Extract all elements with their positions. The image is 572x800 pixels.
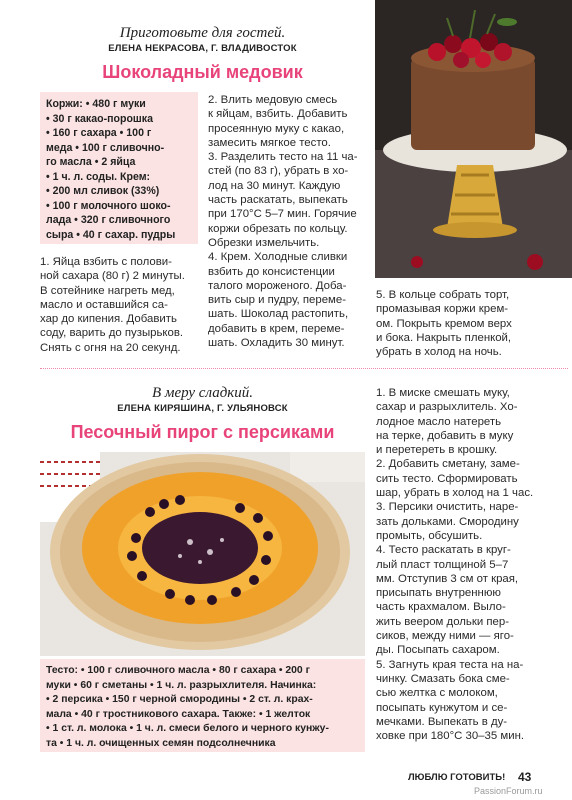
text-line: мм. Отступив 3 см от края, xyxy=(376,572,519,585)
text-line: 4. Крем. Холодные сливки xyxy=(208,251,348,264)
text-line: сахар и разрыхлитель. Хо- xyxy=(376,401,518,414)
text-line: к яйцам, взбить. Добавить xyxy=(208,108,348,121)
text-line: хар до кипения. Добавить xyxy=(40,313,177,326)
text-line: 5. В кольце собрать торт, xyxy=(376,289,510,301)
text-line: 1. В миске смешать муку, xyxy=(376,387,510,399)
recipe2-ingredients xyxy=(40,659,365,752)
section-divider xyxy=(40,368,568,369)
text-line: сиков, между ними — яго- xyxy=(376,630,514,643)
text-line: коржи обрезать по кольцу. xyxy=(208,222,348,235)
magazine-name: ЛЮБЛЮ ГОТОВИТЬ! xyxy=(408,772,506,783)
text-line: 3. Разделить тесто на 11 ча- xyxy=(208,151,358,164)
text-line: 1. Яйца взбить с полови- xyxy=(40,256,172,268)
text-line: часть крахмалом. Выло- xyxy=(376,601,506,614)
text-line: талого мороженого. Доба- xyxy=(208,279,347,292)
text-line: лодное масло натереть xyxy=(376,415,502,428)
text-line: убрать в холод на ночь. xyxy=(376,346,502,359)
text-line: и перетереть в крошку. xyxy=(376,444,498,457)
recipe2-tagline: В меру сладкий. xyxy=(151,385,254,401)
text-line: лод на 30 минут. Каждую xyxy=(208,179,341,192)
text-line: мечками. Выпекать в ду- xyxy=(376,715,508,728)
text-line: 5. Загнуть края теста на на- xyxy=(376,658,524,671)
text-line: В сотейнике нагреть мед, xyxy=(40,284,175,297)
recipe1-step5 xyxy=(376,288,566,359)
text-line: шар, убрать в холод на 1 час. xyxy=(376,487,534,500)
text-line: 4. Тесто раскатать в круг- xyxy=(376,544,511,557)
recipe1-title: Шоколадный медовик xyxy=(102,62,303,82)
text-line: на терке, добавить в муку xyxy=(376,429,514,442)
text-line: Снять с огня на 20 секунд. xyxy=(40,341,181,354)
text-line: часть раскатать, выпекать xyxy=(208,194,348,207)
peach-pie-photo xyxy=(40,452,365,656)
text-line: присыпать внутреннюю xyxy=(376,587,501,600)
recipe1-tagline: Приготовьте для гостей. xyxy=(119,25,286,41)
recipe1-ingredients xyxy=(40,92,198,244)
ingredient-line: та • 1 ч. л. очищенных семян подсолнечника xyxy=(46,737,276,749)
text-line: просеянную муку с какао, xyxy=(208,122,345,135)
chocolate-cake-photo xyxy=(375,0,572,278)
ingredient-line: го масла • 2 яйца xyxy=(46,156,136,168)
ingredient-line: • 1 ч. л. соды. Крем: xyxy=(46,170,151,183)
pie-illustration xyxy=(40,452,365,656)
text-line: 3. Персики очистить, наре- xyxy=(376,501,519,514)
text-line: промыть, обсушить. xyxy=(376,529,483,542)
ingredient-line: • 1 ст. л. молока • 1 ч. л. смеси белого и черного кунжу- xyxy=(46,723,329,734)
recipe1-steps-2-4 xyxy=(208,93,368,350)
text-line: добавить в крем, переме- xyxy=(208,322,345,335)
ingredient-line: лада • 320 г сливочного xyxy=(46,214,171,226)
ingredient-line: • 100 г молочного шоко- xyxy=(46,199,171,212)
ingredient-line: • 30 г какао-порошка xyxy=(46,112,153,125)
text-line: жить веером дольки пер- xyxy=(376,615,510,628)
recipe2-author: ЕЛЕНА КИРЯШИНА, Г. УЛЬЯНОВСК xyxy=(117,403,288,414)
text-line: лый пласт толщиной 5–7 xyxy=(376,558,509,571)
text-line: взбить до консистенции xyxy=(208,265,335,278)
text-line: масло и оставшийся са- xyxy=(40,298,168,311)
recipe2-steps xyxy=(376,386,568,743)
text-line: и бока. Накрыть пленкой, xyxy=(376,331,512,344)
text-line: соду, варить до пузырьков. xyxy=(40,327,184,340)
text-line: 2. Добавить сметану, заме- xyxy=(376,458,520,471)
text-line: ды. Посыпать сахаром. xyxy=(376,644,500,657)
ingredient-line: • 160 г сахара • 100 г xyxy=(46,127,152,139)
text-line: стей (по 83 г), убрать в хо- xyxy=(208,165,349,178)
page-number: 43 xyxy=(518,770,532,784)
text-line: ховке при 180°С 30–35 мин. xyxy=(376,730,525,743)
text-line: вить сыр и пудру, переме- xyxy=(208,294,346,307)
recipe1-author: ЕЛЕНА НЕКРАСОВА, Г. ВЛАДИВОСТОК xyxy=(108,43,297,54)
watermark: PassionForum.ru xyxy=(474,786,543,796)
text-line: сью желтка с молоком, xyxy=(376,687,498,700)
text-line: ной сахара (80 г) 2 минуты. xyxy=(40,270,185,283)
text-line: при 170°С 5–7 мин. Горячие xyxy=(208,208,357,221)
ingredient-line: мала • 40 г тростникового сахара. Также: • 1 желток xyxy=(46,708,311,720)
ingredient-line: • 2 персика • 150 г черной смородины • 2 ст. л. крах- xyxy=(46,694,313,705)
ingredient-line: Коржи: • 480 г муки xyxy=(46,98,146,110)
text-line: промазывая коржи крем- xyxy=(376,303,509,316)
text-line: 2. Влить медовую смесь xyxy=(208,94,338,106)
text-line: сить тесто. Сформировать xyxy=(376,472,518,485)
recipe1-step1 xyxy=(40,255,200,355)
text-line: Обрезки измельчить. xyxy=(208,236,320,249)
ingredient-line: Тесто: • 100 г сливочного масла • 80 г сахара • 200 г xyxy=(46,665,310,676)
cake-illustration xyxy=(375,0,572,278)
text-line: шать. Охладить 30 минут. xyxy=(208,337,345,350)
recipe2-title: Песочный пирог с персиками xyxy=(70,422,335,442)
text-line: чинку. Смазать бока сме- xyxy=(376,672,510,685)
text-line: шать. Шоколад растопить, xyxy=(208,308,349,321)
ingredient-line: • 200 мл сливок (33%) xyxy=(46,185,160,197)
ingredient-line: муки • 60 г сметаны • 1 ч. л. разрыхлителя. Начинка: xyxy=(46,679,317,691)
ingredient-line: сыра • 40 г сахар. пудры xyxy=(46,228,176,241)
ingredient-line: меда • 100 г сливочно- xyxy=(46,141,165,154)
text-line: посыпать кунжутом и се- xyxy=(376,701,508,714)
text-line: зать дольками. Смородину xyxy=(376,515,519,528)
text-line: замесить мягкое тесто. xyxy=(208,136,331,149)
text-line: ом. Покрыть кремом верх xyxy=(376,317,512,330)
